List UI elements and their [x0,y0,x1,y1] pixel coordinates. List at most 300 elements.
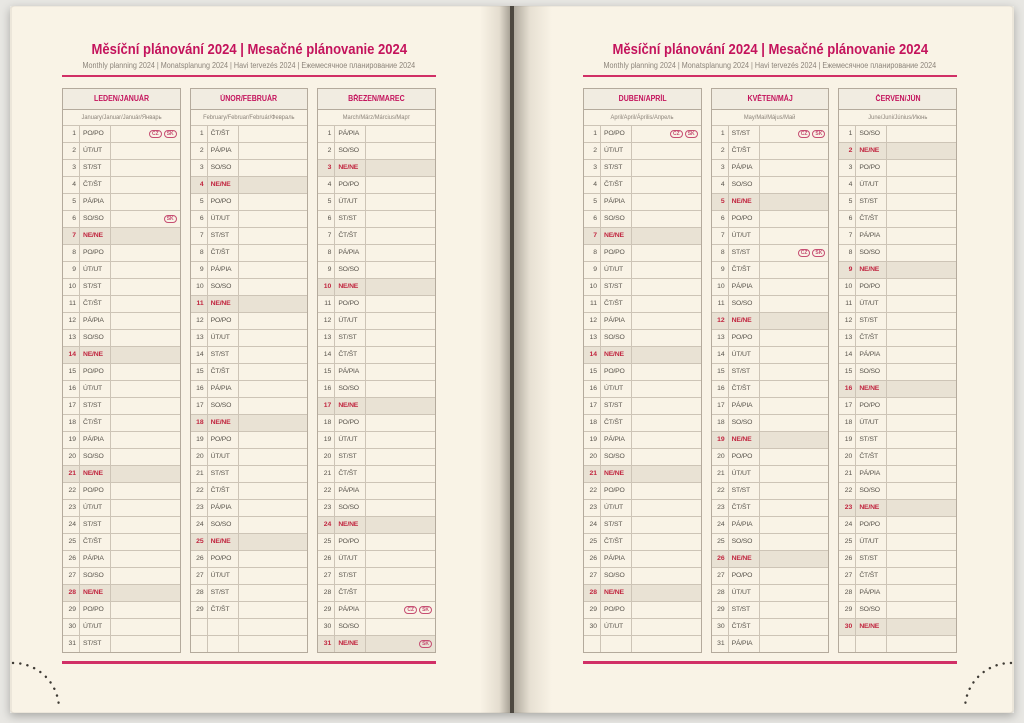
notes-cell [366,432,435,448]
day-name: ST/ST [80,398,111,414]
notes-cell [632,347,701,363]
day-name: ÚT/UT [208,449,239,465]
day-number: 24 [191,517,208,533]
day-row [839,194,956,211]
notes-cell [760,211,829,227]
day-name: PÁ/PIA [80,551,111,567]
day-name: PÁ/PIA [856,347,887,363]
day-number: 25 [712,534,729,550]
day-name: ST/ST [729,364,760,380]
day-name: ST/ST [335,211,366,227]
day-number: 13 [712,330,729,346]
notes-cell [887,398,956,414]
notes-cell [366,636,435,652]
day-number: 10 [318,279,335,295]
day-row [584,602,701,619]
day-row-sunday [191,177,308,194]
day-number: 22 [839,483,856,499]
notes-cell [760,228,829,244]
day-number: 18 [712,415,729,431]
day-row [191,568,308,585]
day-name: SO/SO [856,126,887,142]
day-name: ČT/ŠT [335,347,366,363]
notes-cell [760,262,829,278]
day-name: ČT/ŠT [208,364,239,380]
day-number: 5 [584,194,601,210]
notes-cell [887,415,956,431]
day-name: NE/NE [729,313,760,329]
day-name: PÁ/PIA [335,364,366,380]
notes-cell [632,330,701,346]
day-name [208,619,239,635]
day-row [63,262,180,279]
day-number: 15 [63,364,80,380]
day-name: ÚT/UT [729,466,760,482]
notes-cell [887,483,956,499]
notes-cell [239,245,308,261]
notes-cell [239,262,308,278]
day-name: PO/PO [729,211,760,227]
notes-cell [887,585,956,601]
day-name: SO/SO [335,500,366,516]
notes-cell [239,483,308,499]
day-row [191,483,308,500]
day-row [839,364,956,381]
day-row [318,364,435,381]
month-header-label: BŘEZEN/MAREC [348,94,405,103]
notes-cell [760,602,829,618]
day-row [63,143,180,160]
day-number: 9 [191,262,208,278]
day-number: 2 [584,143,601,159]
day-name: PO/PO [208,432,239,448]
day-name: SO/SO [601,211,632,227]
day-name: SO/SO [335,381,366,397]
notes-cell [239,296,308,312]
day-number: 13 [584,330,601,346]
day-row [712,279,829,296]
day-row [191,381,308,398]
notes-cell [760,143,829,159]
day-row [63,194,180,211]
holiday-badge-cz: CZ [670,130,683,138]
notes-cell [760,585,829,601]
holiday-badge-cz: CZ [404,606,417,614]
notes-cell [111,177,180,193]
day-number: 7 [191,228,208,244]
day-number: 27 [712,568,729,584]
day-row [318,126,435,143]
day-number: 14 [191,347,208,363]
notes-cell [366,330,435,346]
day-number: 18 [191,415,208,431]
day-name: ST/ST [601,398,632,414]
day-row [584,381,701,398]
day-number [191,619,208,635]
day-row-sunday [584,347,701,364]
day-number: 15 [839,364,856,380]
day-row [63,534,180,551]
day-row [584,398,701,415]
day-number: 21 [584,466,601,482]
month-subheader-label: June/Juni/Június/Июнь [868,114,928,121]
day-name: PÁ/PIA [729,517,760,533]
notes-cell [111,313,180,329]
notes-cell [239,211,308,227]
notes-cell [366,279,435,295]
day-row [318,466,435,483]
day-number: 22 [584,483,601,499]
day-name: NE/NE [729,432,760,448]
notes-cell [239,126,308,142]
day-name: SO/SO [208,279,239,295]
day-name: SO/SO [856,602,887,618]
day-row [318,619,435,636]
day-number: 11 [191,296,208,312]
day-row [712,466,829,483]
day-name: SO/SO [335,262,366,278]
day-row [839,534,956,551]
day-row-sunday [584,585,701,602]
notes-cell [760,160,829,176]
day-name: ČT/ŠT [601,177,632,193]
day-name: PÁ/PIA [335,602,366,618]
day-name: ÚT/UT [729,228,760,244]
day-row [584,160,701,177]
day-number: 31 [318,636,335,652]
day-number: 21 [191,466,208,482]
month-header [191,89,308,110]
day-row [839,551,956,568]
day-row [63,602,180,619]
day-name: SO/SO [208,160,239,176]
notes-cell [111,568,180,584]
day-row [584,262,701,279]
notes-cell [366,466,435,482]
notes-cell [239,585,308,601]
day-row [63,211,180,228]
month-table-duben [583,88,702,653]
day-row-sunday [839,381,956,398]
day-number: 24 [63,517,80,533]
notes-cell [366,381,435,397]
day-number: 14 [712,347,729,363]
day-number: 29 [712,602,729,618]
month-subheader [584,110,701,126]
notes-cell [366,364,435,380]
notes-cell [760,432,829,448]
notes-cell [239,432,308,448]
notes-cell [632,262,701,278]
day-name: PÁ/PIA [208,143,239,159]
notes-cell [111,381,180,397]
day-number: 20 [63,449,80,465]
day-number: 23 [318,500,335,516]
day-number: 29 [63,602,80,618]
notes-cell [632,449,701,465]
notes-cell [760,194,829,210]
day-row [318,534,435,551]
day-number: 17 [712,398,729,414]
notes-cell [887,177,956,193]
day-name: SO/SO [80,211,111,227]
day-number: 2 [63,143,80,159]
month-header-label: LEDEN/JANUÁR [93,94,149,103]
day-row [63,483,180,500]
day-name [856,636,887,652]
day-name: NE/NE [335,636,366,652]
day-row [191,330,308,347]
planner-spread [10,6,1014,713]
day-row [584,534,701,551]
day-row-sunday [318,517,435,534]
day-name [208,636,239,652]
day-row [712,296,829,313]
day-number: 26 [191,551,208,567]
day-row [318,194,435,211]
notes-cell [111,228,180,244]
day-row-sunday [191,534,308,551]
day-number: 20 [191,449,208,465]
day-name: NE/NE [601,347,632,363]
day-number: 29 [839,602,856,618]
day-number: 27 [318,568,335,584]
day-number: 21 [839,466,856,482]
day-row [712,330,829,347]
day-row [839,313,956,330]
day-name: ST/ST [856,551,887,567]
day-row-sunday [63,585,180,602]
day-name: ČT/ŠT [601,415,632,431]
day-row [318,602,435,619]
day-number: 18 [839,415,856,431]
empty-row [584,636,701,652]
day-name: ČT/ŠT [208,126,239,142]
day-number: 14 [584,347,601,363]
page-subtitle [583,61,957,71]
day-number: 10 [712,279,729,295]
notes-cell [632,534,701,550]
day-number: 26 [712,551,729,567]
day-number: 10 [839,279,856,295]
day-number: 5 [63,194,80,210]
month-header [584,89,701,110]
notes-cell [239,466,308,482]
month-subheader [839,110,956,126]
day-name: ÚT/UT [856,296,887,312]
notes-cell [760,517,829,533]
day-name: ST/ST [856,432,887,448]
day-name: ÚT/UT [208,568,239,584]
notes-cell [111,279,180,295]
day-row [839,585,956,602]
notes-cell [239,619,308,635]
notes-cell [111,347,180,363]
notes-cell [111,534,180,550]
day-number: 6 [712,211,729,227]
day-name: ÚT/UT [729,347,760,363]
notes-cell [760,483,829,499]
notes-cell [366,483,435,499]
holiday-badge-sk: SK [164,215,177,223]
notes-cell [760,636,829,652]
notes-cell [366,619,435,635]
day-number [584,636,601,652]
day-row [712,398,829,415]
day-row [839,126,956,143]
day-row [318,432,435,449]
day-row [63,568,180,585]
notes-cell [111,483,180,499]
notes-cell [887,500,956,516]
day-name: PÁ/PIA [335,483,366,499]
day-row [318,551,435,568]
day-row [839,177,956,194]
day-number: 5 [712,194,729,210]
day-name: PO/PO [856,279,887,295]
notes-cell [887,262,956,278]
day-name: PÁ/PIA [208,500,239,516]
notes-cell [760,449,829,465]
day-row [318,143,435,160]
day-name: SO/SO [80,330,111,346]
day-row [584,500,701,517]
day-name: PO/PO [601,483,632,499]
day-number: 3 [839,160,856,176]
notes-cell [366,398,435,414]
corner-dots-icon [961,658,1013,710]
notes-cell [111,262,180,278]
notes-cell [632,568,701,584]
day-number: 23 [63,500,80,516]
day-number: 20 [712,449,729,465]
day-number: 3 [63,160,80,176]
month-table-leden [62,88,181,653]
day-row [191,551,308,568]
day-row [584,483,701,500]
day-name: SO/SO [729,177,760,193]
day-name: PO/PO [80,245,111,261]
notes-cell [111,126,180,142]
day-row [839,449,956,466]
day-row [712,619,829,636]
day-name: SO/SO [729,296,760,312]
day-name: PÁ/PIA [729,160,760,176]
day-name: NE/NE [729,194,760,210]
day-number: 21 [318,466,335,482]
day-number: 27 [191,568,208,584]
day-number: 1 [191,126,208,142]
day-row [584,449,701,466]
day-name: ST/ST [80,636,111,652]
day-name: NE/NE [601,585,632,601]
day-name: NE/NE [856,143,887,159]
notes-cell [632,619,701,635]
day-number: 10 [63,279,80,295]
day-name: ČT/ŠT [729,381,760,397]
notes-cell [760,177,829,193]
day-row [584,551,701,568]
day-name: ČT/ŠT [729,143,760,159]
day-row [584,415,701,432]
day-name: ST/ST [80,160,111,176]
day-name: PO/PO [729,330,760,346]
notes-cell [111,364,180,380]
day-name: SO/SO [335,619,366,635]
notes-cell [366,194,435,210]
day-number: 26 [63,551,80,567]
day-name: ČT/ŠT [80,415,111,431]
notes-cell [760,415,829,431]
day-name: PÁ/PIA [729,279,760,295]
month-header-label: DUBEN/APRÍL [618,94,667,103]
day-number [839,636,856,652]
day-number: 24 [318,517,335,533]
day-row [584,177,701,194]
notes-cell [632,228,701,244]
notes-cell [239,381,308,397]
day-name: ST/ST [80,517,111,533]
day-name: NE/NE [335,517,366,533]
month-table-unor [190,88,309,653]
day-number: 31 [712,636,729,652]
notes-cell [887,364,956,380]
day-row [63,551,180,568]
notes-cell [632,194,701,210]
day-number: 30 [318,619,335,635]
notes-cell [632,500,701,516]
day-row [191,279,308,296]
title-rule [62,75,436,77]
day-row [712,415,829,432]
day-name: SO/SO [729,415,760,431]
day-number: 26 [839,551,856,567]
day-name: PO/PO [80,126,111,142]
day-number: 2 [191,143,208,159]
day-number: 3 [318,160,335,176]
day-number: 19 [318,432,335,448]
month-header [712,89,829,110]
day-row [63,636,180,652]
day-row-sunday [712,313,829,330]
day-row [191,398,308,415]
day-number: 12 [584,313,601,329]
page-right [512,6,1014,713]
day-number: 8 [191,245,208,261]
day-number: 11 [63,296,80,312]
day-name: ČT/ŠT [856,568,887,584]
notes-cell [111,194,180,210]
day-row [63,245,180,262]
notes-cell [239,177,308,193]
day-row [318,568,435,585]
day-name: PO/PO [80,602,111,618]
month-subheader-label: March/März/Március/Март [342,114,411,121]
day-row-sunday [839,619,956,636]
notes-cell [887,568,956,584]
month-table-brezen [317,88,436,653]
day-number: 26 [318,551,335,567]
day-row [191,585,308,602]
notes-cell [887,449,956,465]
day-name: ČT/ŠT [335,228,366,244]
day-number: 16 [712,381,729,397]
day-name: NE/NE [80,228,111,244]
day-name: ČT/ŠT [729,619,760,635]
notes-cell [239,364,308,380]
notes-cell [239,636,308,652]
day-row [191,126,308,143]
